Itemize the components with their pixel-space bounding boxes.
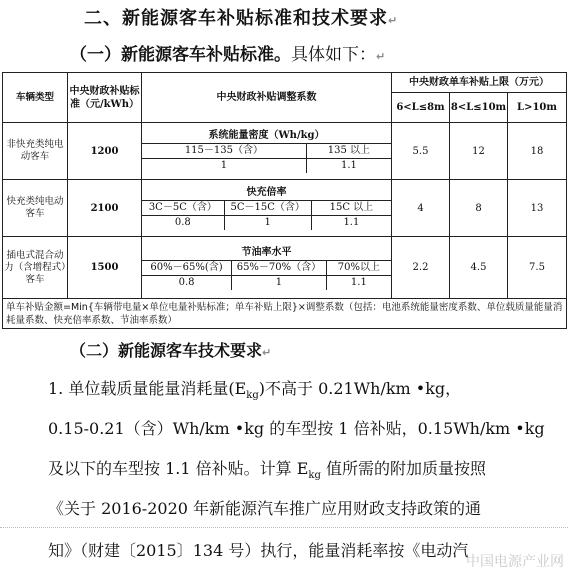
cap-value: 2.2	[392, 237, 450, 299]
coef-range: 60%－65%(含)	[142, 260, 232, 275]
coef-title: 系统能量密度（Wh/kg）	[208, 130, 325, 141]
paragraph-line-1: 1. 单位载质量能量消耗量$(E_{kg})$不高于 0.21Wh/km •kg，	[48, 379, 462, 402]
adjust-coef-cell	[142, 123, 392, 180]
coef-value: 0.8	[142, 275, 232, 290]
subsidy-standard: 2100	[68, 180, 142, 237]
subsection-heading-standard: （一）新能源客车补贴标准。具体如下：↵	[70, 45, 386, 65]
cap-value: 4	[392, 180, 450, 237]
coef-value: 1.1	[326, 275, 391, 290]
table-row	[3, 123, 567, 180]
cap-value: 12	[450, 123, 508, 180]
coef-range: 115－135（含）	[142, 144, 306, 159]
subsidy-standard-table	[2, 72, 567, 329]
watermark: 中国电源产业网	[466, 554, 564, 570]
table-row	[3, 180, 567, 237]
header-cap-range-3: L>10m	[508, 93, 567, 123]
cap-value: 5.5	[392, 123, 450, 180]
cap-value: 18	[508, 123, 567, 180]
header-vehicle-type: 车辆类型	[3, 73, 68, 123]
cap-value: 13	[508, 180, 567, 237]
table-row	[3, 237, 567, 299]
cap-value: 4.5	[450, 237, 508, 299]
subsidy-standard: 1200	[68, 123, 142, 180]
vehicle-type: 快充类纯电动客车	[3, 180, 68, 237]
coef-range: 3C－5C（含）	[142, 201, 224, 216]
adjust-coef-cell	[142, 180, 392, 237]
subsidy-standard: 1500	[68, 237, 142, 299]
paragraph-line-3: 及以下的车型按 1.1 倍补贴。计算 $E_{kg}$ 值所需的附加质量按照	[48, 459, 486, 482]
adjust-coef-cell	[142, 237, 392, 299]
coef-range: 135 以上	[306, 144, 391, 159]
subsection-heading-requirements: （二）新能源客车技术要求↵	[70, 341, 272, 360]
header-subsidy-standard: 中央财政补贴标准（元/kWh）	[68, 73, 142, 123]
vehicle-type: 插电式混合动力（含增程式）客车	[3, 237, 68, 299]
coef-title: 快充倍率	[246, 187, 287, 198]
table-footnote: 单车补贴金额=Min{车辆带电量×单位电量补贴标准；单车补贴上限}×调整系数（包括：电池系统能量密度系数、单位载质量能量消耗量系数、快充倍率系数、节油率系数）	[3, 299, 567, 329]
paragraph-line-2: 0.15-0.21（含）Wh/km •kg 的车型按 1 倍补贴，0.15Wh/km •kg	[48, 419, 545, 438]
coef-value: 1.1	[311, 216, 391, 231]
coef-value: 1.1	[306, 159, 391, 174]
paragraph-line-4: 《关于 2016-2020 年新能源汽车推广应用财政支持政策的通	[48, 499, 482, 518]
cap-value: 7.5	[508, 237, 567, 299]
cap-value: 8	[450, 180, 508, 237]
coef-value: 1	[142, 159, 306, 174]
coef-range: 70%以上	[326, 260, 391, 275]
vehicle-type: 非快充类纯电动客车	[3, 123, 68, 180]
page-break-divider	[0, 527, 568, 528]
coef-title: 节油率水平	[241, 246, 292, 258]
header-cap: 中央财政单车补贴上限（万元）	[392, 73, 567, 93]
header-cap-range-1: 6<L≤8m	[392, 93, 450, 123]
coef-value: 0.8	[142, 216, 224, 231]
header-adjust-coef: 中央财政补贴调整系数	[142, 73, 392, 123]
paragraph-line-5: 知》（财建〔2015〕134 号）执行，能量消耗率按《电动汽	[48, 541, 469, 560]
coef-value: 1	[224, 216, 311, 231]
header-cap-range-2: 8<L≤10m	[450, 93, 508, 123]
coef-range: 5C－15C（含）	[224, 201, 311, 216]
coef-range: 15C 以上	[311, 201, 391, 216]
coef-range: 65%－70%（含）	[232, 260, 327, 275]
section-heading: 二、新能源客车补贴标准和技术要求↵	[84, 8, 399, 29]
coef-value: 1	[232, 275, 327, 290]
